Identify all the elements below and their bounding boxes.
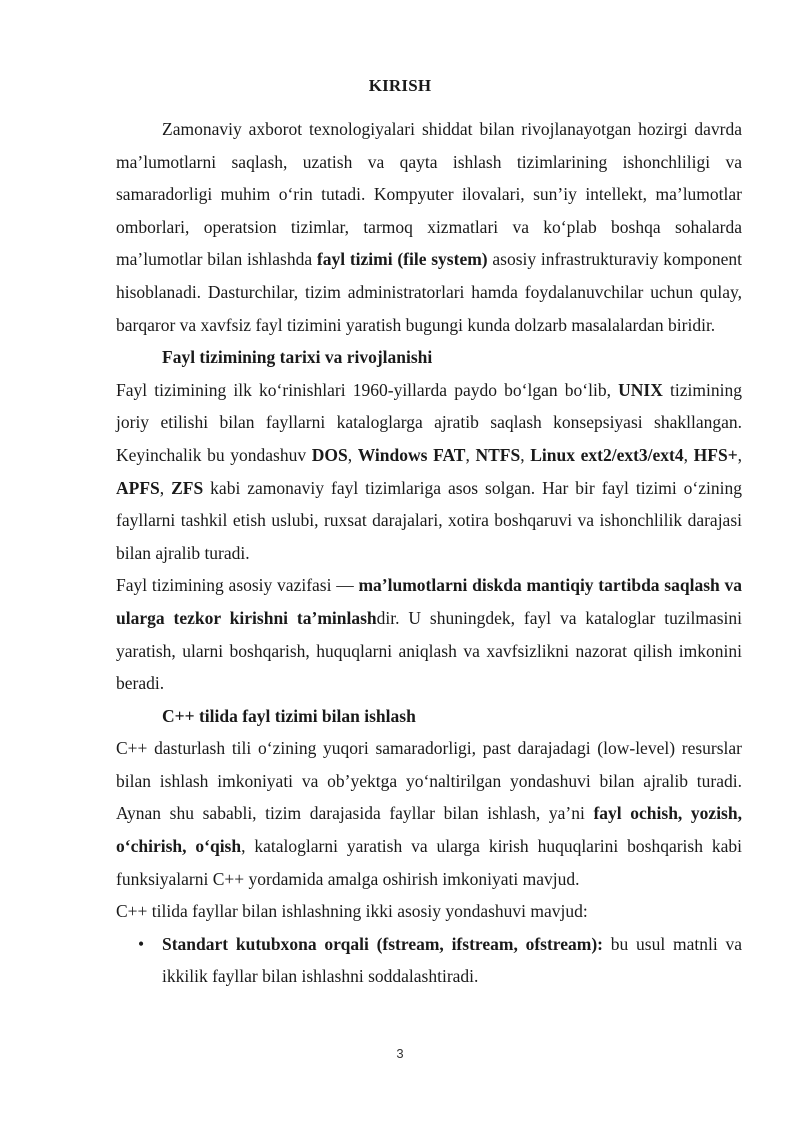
text-run: ,: [347, 444, 358, 465]
bullet-marker: •: [138, 933, 145, 954]
bold-term: APFS: [116, 477, 160, 498]
bold-term: ma’lumotlarni diskda mantiqiy tartibda saqlash va ularga tezkor kirishni ta’minlash: [116, 575, 743, 628]
bold-term: fayl ochish, yozish, o‘chirish, o‘qish: [116, 803, 742, 857]
page-number: 3: [396, 1046, 404, 1061]
text-run: kabi zamonaviy fayl tizimlariga asos solgan. Har bir fayl tizimi o‘zining fayllarni tashkil etish uslubi, ruxsat darajalari, xotira boshqaruvi va ishonchlilik darajasi bilan ajralib turadi.: [116, 477, 742, 563]
bold-term: Windows FAT: [357, 444, 466, 465]
history-paragraph: [116, 374, 742, 570]
document-body: [116, 113, 742, 993]
bold-term: Linux ext2/ext3/ext4: [530, 444, 684, 465]
purpose-paragraph: [116, 569, 742, 699]
bold-term: Standart kutubxona orqali (fstream, ifstream, ofstream):: [162, 933, 604, 954]
text-run: tizimining joriy etilishi bilan fayllarni kataloglarga ajratib saqlash konsepsiyasi shakllangan. Keyinchalik bu yondashuv: [116, 379, 742, 465]
text-run: , kataloglarni yaratish va ularga kirish huquqlarini boshqarish kabi funksiyalarni C++ yordamida amalga oshirish imkoniyati mavjud.: [116, 836, 742, 889]
section-heading-history: Fayl tizimining tarixi va rivojlanishi: [162, 347, 433, 368]
bold-term: UNIX: [618, 379, 663, 400]
text-run: ,: [159, 477, 172, 498]
bold-term: HFS+: [693, 444, 738, 465]
text-run: bu usul matnli va ikkilik fayllar bilan ishlashni soddalashtiradi.: [162, 933, 743, 987]
text-run: ,: [683, 444, 694, 465]
cpp-paragraph: [116, 732, 742, 895]
text-run: Fayl tizimining ilk ko‘rinishlari 1960-yillarda paydo bo‘lgan bo‘lib,: [116, 379, 619, 400]
text-run: Zamonaviy axborot texnologiyalari shiddat bilan rivojlanayotgan hozirgi davrda ma’lumotlarni saqlash, uzatish va qayta ishlash tizimlarining ishonchliligi va samaradorligi muhim o‘rin tutadi. Kompyuter ilovalari, sun’iy intellekt, ma’lumotlar omborlari, operatsion tizimlar, tarmoq xizmatlari va ko‘plab boshqa sohalarda ma’lumotlar bilan ishlashda: [116, 119, 742, 270]
text-run: Fayl tizimining asosiy vazifasi —: [116, 575, 359, 596]
text-run: ,: [520, 444, 531, 465]
section-heading-cpp: C++ tilida fayl tizimi bilan ishlash: [162, 705, 416, 726]
approaches-list: [116, 928, 742, 993]
text-run: ,: [737, 444, 743, 465]
bold-term: DOS: [311, 444, 348, 465]
approaches-paragraph: C++ tilida fayllar bilan ishlashning ikki asosiy yondashuvi mavjud:: [116, 901, 588, 922]
intro-paragraph: [116, 113, 742, 341]
page-title: KIRISH: [368, 76, 432, 95]
bold-term: fayl tizimi (file system): [316, 249, 488, 270]
text-run: dir. U shuningdek, fayl va kataloglar tuzilmasini yaratish, ularni boshqarish, huquqlarni aniqlash va xavfsizlikni nazorat qilish imkonini beradi.: [116, 607, 742, 694]
bold-term: NTFS: [475, 444, 521, 465]
text-run: ,: [465, 444, 476, 465]
bold-term: ZFS: [171, 477, 204, 498]
text-run: C++ dasturlash tili o‘zining yuqori samaradorligi, past darajadagi (low-level) resurslar bilan ishlash imkoniyati va ob’yektga yo‘naltirilgan yondashuvi bilan ajralib turadi. Aynan shu sababli, tizim darajasida fayllar bilan ishlash, ya’ni: [116, 738, 742, 824]
list-item: [116, 928, 742, 993]
text-run: asosiy infrastrukturaviy komponent hisoblanadi. Dasturchilar, tizim administratorlari hamda foydalanuvchilar uchun qulay, barqaror va xavfsiz fayl tizimini yaratish bugungi kunda dolzarb masalalardan biridir.: [116, 249, 742, 335]
